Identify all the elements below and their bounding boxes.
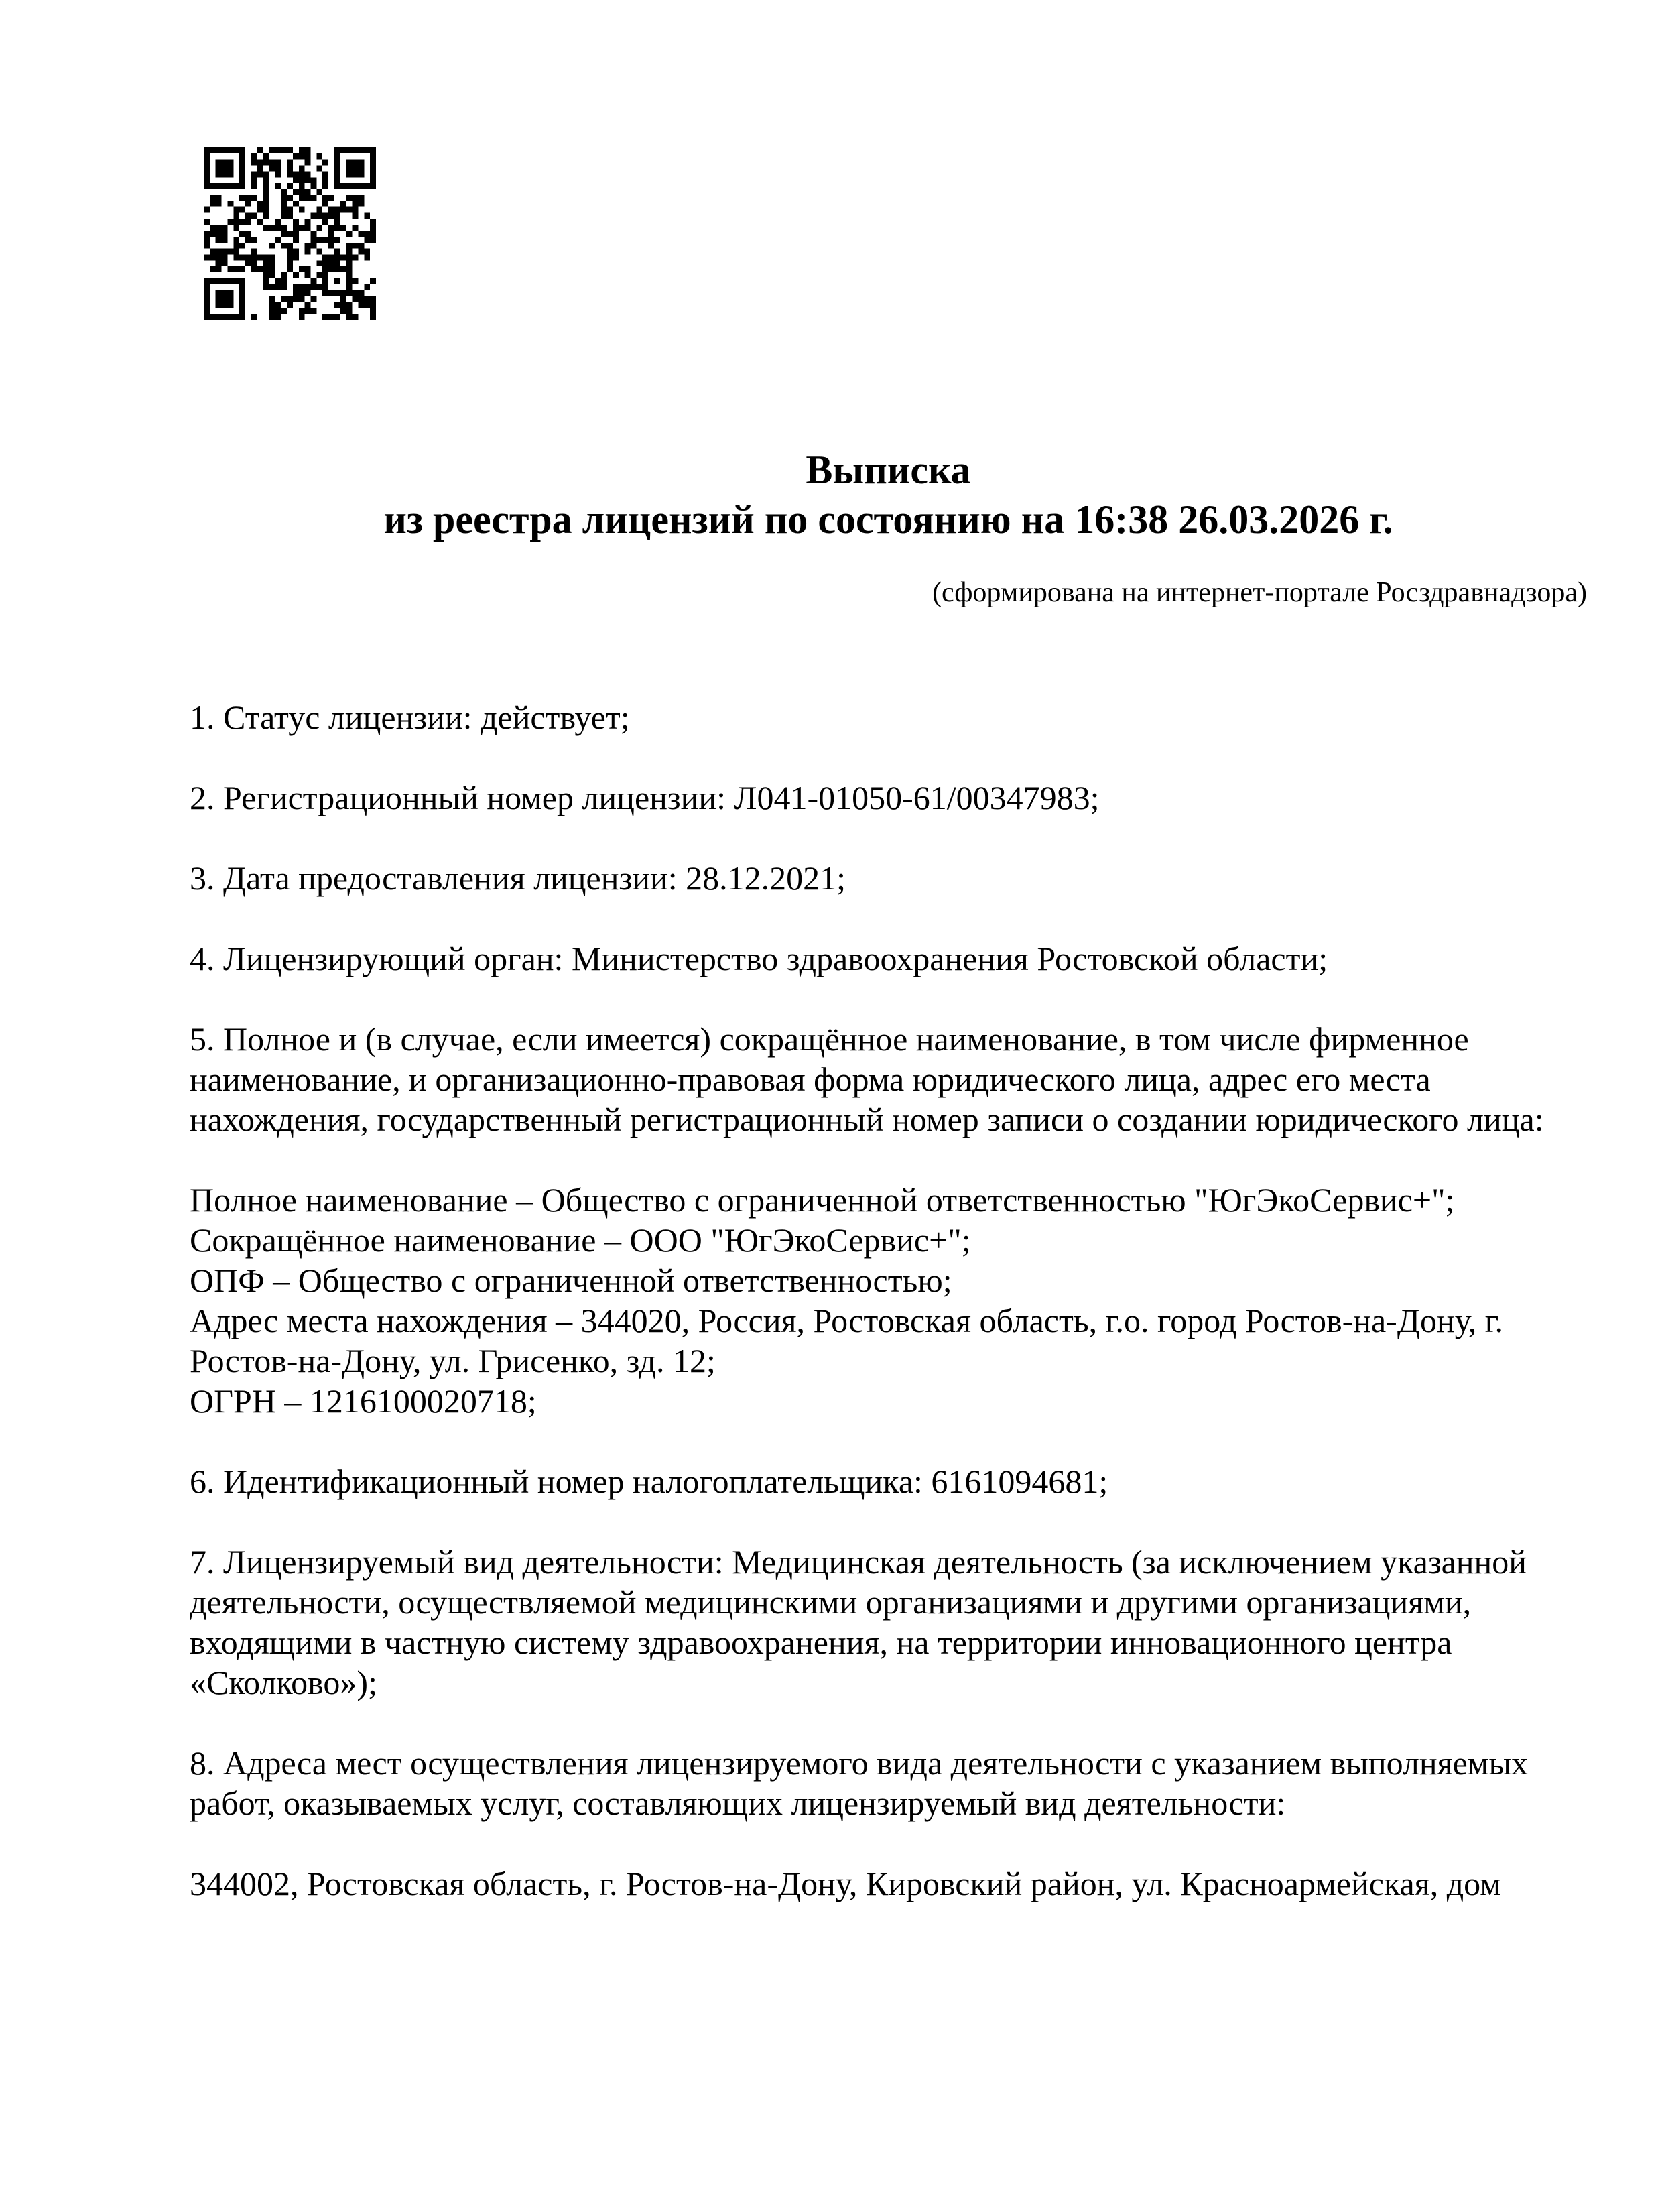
paragraph-line: 4. Лицензирующий орган: Министерство здравоохранения Ростовской области; bbox=[190, 940, 1328, 977]
paragraph-license-status bbox=[190, 697, 1587, 737]
paragraph-line: 1. Статус лицензии: действует; bbox=[190, 698, 630, 736]
paragraph-line: Адрес места нахождения – 344020, Россия, Ростовская область, г.о. город Ростов-на-Дону, г. bbox=[190, 1302, 1504, 1339]
paragraph-line: 7. Лицензируемый вид деятельности: Медицинская деятельность (за исключением указанной bbox=[190, 1543, 1527, 1581]
paragraph-taxpayer-id bbox=[190, 1461, 1587, 1501]
paragraph-line: Ростов-на-Дону, ул. Грисенко, зд. 12; bbox=[190, 1342, 716, 1379]
paragraph-line: 6. Идентификационный номер налогоплательщика: 6161094681; bbox=[190, 1463, 1108, 1500]
paragraph-line: 344002, Ростовская область, г. Ростов-на-Дону, Кировский район, ул. Красноармейская, дом bbox=[190, 1865, 1501, 1902]
paragraph-line: Сокращённое наименование – ООО "ЮгЭкоСервис+"; bbox=[190, 1221, 971, 1259]
qr-code bbox=[203, 147, 377, 320]
paragraph-line: входящими в частную систему здравоохранения, на территории инновационного центра bbox=[190, 1623, 1452, 1661]
paragraph-org-details bbox=[190, 1180, 1587, 1421]
paragraph-org-name-intro bbox=[190, 1019, 1587, 1140]
paragraph-line: 2. Регистрационный номер лицензии: Л041-01050-61/00347983; bbox=[190, 779, 1100, 816]
paragraph-line: 3. Дата предоставления лицензии: 28.12.2021; bbox=[190, 859, 846, 897]
document-title bbox=[190, 445, 1587, 544]
document-body bbox=[190, 697, 1587, 1944]
paragraph-line: Полное наименование – Общество с ограниченной ответственностью "ЮгЭкоСервис+"; bbox=[190, 1181, 1455, 1219]
paragraph-line: ОПФ – Общество с ограниченной ответственностью; bbox=[190, 1262, 952, 1299]
paragraph-line: наименование, и организационно-правовая форма юридического лица, адрес его места bbox=[190, 1060, 1431, 1098]
paragraph-licensed-activity bbox=[190, 1542, 1587, 1703]
paragraph-line: нахождения, государственный регистрационный номер записи о создании юридического лица: bbox=[190, 1101, 1544, 1138]
paragraph-line: «Сколково»); bbox=[190, 1664, 377, 1701]
paragraph-line: 5. Полное и (в случае, если имеется) сокращённое наименование, в том числе фирменное bbox=[190, 1020, 1469, 1058]
paragraph-line: деятельности, осуществляемой медицинскими организациями и другими организациями, bbox=[190, 1583, 1472, 1621]
paragraph-activity-address-1 bbox=[190, 1863, 1587, 1904]
paragraph-line: 8. Адреса мест осуществления лицензируемого вида деятельности с указанием выполняемых bbox=[190, 1744, 1529, 1782]
paragraph-activity-addresses-intro bbox=[190, 1743, 1587, 1823]
document-subtitle: (сформирована на интернет-портале Росздравнадзора) bbox=[932, 577, 1587, 608]
document-title-line2: из реестра лицензий по состоянию на 16:38 26.03.2026 г. bbox=[383, 497, 1393, 542]
paragraph-license-registration-number bbox=[190, 778, 1587, 818]
paragraph-line: ОГРН – 1216100020718; bbox=[190, 1382, 537, 1420]
paragraph-licensing-authority bbox=[190, 938, 1587, 979]
paragraph-line: работ, оказываемых услуг, составляющих лицензируемый вид деятельности: bbox=[190, 1784, 1286, 1822]
paragraph-license-grant-date bbox=[190, 858, 1587, 898]
document-title-line1: Выписка bbox=[806, 448, 971, 492]
